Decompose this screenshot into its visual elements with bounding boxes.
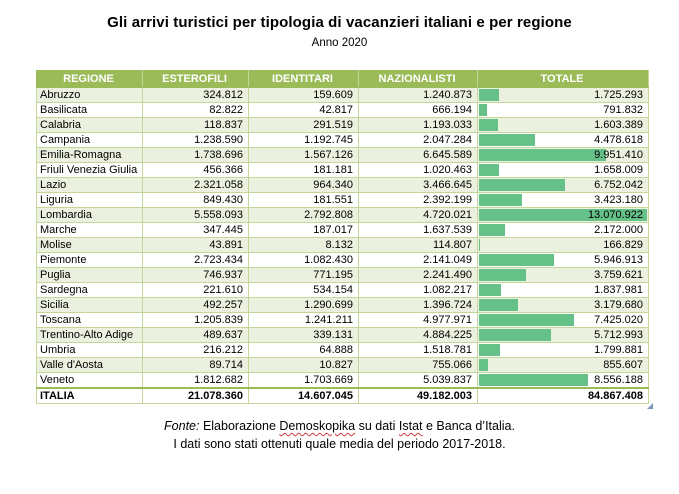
- totale-value: 8.556.188: [594, 373, 643, 386]
- nazionalisti-cell: 1.193.033: [359, 118, 478, 133]
- totale-cell: [478, 268, 649, 283]
- region-cell: Emilia-Romagna: [37, 148, 143, 163]
- identitari-cell: 291.519: [249, 118, 359, 133]
- identitari-cell: 771.195: [249, 268, 359, 283]
- esterofili-cell: 1.812.682: [143, 373, 249, 388]
- region-cell: Veneto: [37, 373, 143, 388]
- totale-cell: [478, 313, 649, 328]
- totale-cell: [478, 358, 649, 373]
- table-row: [37, 163, 649, 178]
- totale-cell: [478, 223, 649, 238]
- totale-value: 9.951.410: [594, 149, 643, 161]
- esterofili-cell: 489.637: [143, 328, 249, 343]
- region-cell: Abruzzo: [37, 88, 143, 103]
- regions-table-container: [36, 70, 649, 404]
- identitari-cell: 2.792.808: [249, 208, 359, 223]
- region-cell: Molise: [37, 238, 143, 253]
- region-cell: Sicilia: [37, 298, 143, 313]
- region-cell: Liguria: [37, 193, 143, 208]
- esterofili-cell: 2.321.058: [143, 178, 249, 193]
- totale-value: 3.423.180: [594, 194, 643, 206]
- identitari-cell: 181.551: [249, 193, 359, 208]
- italia-nazionalisti-cell: 49.182.003: [359, 388, 478, 404]
- region-cell: Valle d'Aosta: [37, 358, 143, 373]
- region-cell: Trentino-Alto Adige: [37, 328, 143, 343]
- esterofili-cell: 5.558.093: [143, 208, 249, 223]
- region-cell: Friuli Venezia Giulia: [37, 163, 143, 178]
- source-text: Elaborazione: [199, 419, 280, 433]
- totale-value: 1.658.009: [594, 164, 643, 176]
- totale-value: 2.172.000: [594, 224, 643, 236]
- totale-value: 6.752.042: [594, 179, 643, 191]
- italia-label-cell: ITALIA: [37, 388, 143, 404]
- word-demoskopika: Demoskopika: [279, 419, 356, 433]
- region-cell: Puglia: [37, 268, 143, 283]
- esterofili-cell: 221.610: [143, 283, 249, 298]
- esterofili-cell: 216.212: [143, 343, 249, 358]
- identitari-cell: 1.290.699: [249, 298, 359, 313]
- totale-value: 1.603.389: [594, 119, 643, 131]
- totale-cell: [478, 208, 649, 223]
- esterofili-cell: 347.445: [143, 223, 249, 238]
- nazionalisti-cell: 1.637.539: [359, 223, 478, 238]
- excel-fill-handle[interactable]: [647, 403, 653, 409]
- esterofili-cell: 1.238.590: [143, 133, 249, 148]
- region-cell: Toscana: [37, 313, 143, 328]
- nazionalisti-cell: 1.396.724: [359, 298, 478, 313]
- identitari-cell: 1.703.669: [249, 373, 359, 388]
- fonte-label: Fonte:: [164, 419, 200, 433]
- identitari-cell: 8.132: [249, 238, 359, 253]
- identitari-cell: 534.154: [249, 283, 359, 298]
- italia-esterofili-cell: 21.078.360: [143, 388, 249, 404]
- italia-totale-cell: 84.867.408: [478, 388, 649, 404]
- table-row: [37, 358, 649, 373]
- esterofili-cell: 1.205.839: [143, 313, 249, 328]
- nazionalisti-cell: 1.082.217: [359, 283, 478, 298]
- column-header-regione: REGIONE: [37, 71, 143, 88]
- totale-value: 1.799.881: [594, 344, 643, 356]
- italia-identitari-cell: 14.607.045: [249, 388, 359, 404]
- nazionalisti-cell: 4.720.021: [359, 208, 478, 223]
- totale-value: 791.832: [603, 104, 643, 116]
- region-cell: Marche: [37, 223, 143, 238]
- totale-value: 4.478.618: [594, 134, 643, 146]
- identitari-cell: 42.817: [249, 103, 359, 118]
- totale-value: 3.759.621: [594, 269, 643, 281]
- table-row: [37, 313, 649, 328]
- region-cell: Calabria: [37, 118, 143, 133]
- table-row: [37, 178, 649, 193]
- esterofili-cell: 746.937: [143, 268, 249, 283]
- identitari-cell: 1.192.745: [249, 133, 359, 148]
- table-row: [37, 328, 649, 343]
- column-header-esterofili: ESTEROFILI: [143, 71, 249, 88]
- nazionalisti-cell: 2.392.199: [359, 193, 478, 208]
- nazionalisti-cell: 3.466.645: [359, 178, 478, 193]
- totale-cell: [478, 163, 649, 178]
- table-row: [37, 373, 649, 388]
- identitari-cell: 339.131: [249, 328, 359, 343]
- identitari-cell: 187.017: [249, 223, 359, 238]
- identitari-cell: 1.082.430: [249, 253, 359, 268]
- totale-cell: [478, 328, 649, 343]
- column-header-totale: TOTALE: [478, 71, 649, 88]
- region-cell: Lombardia: [37, 208, 143, 223]
- totale-cell: [478, 118, 649, 133]
- totale-cell: [478, 88, 649, 103]
- totale-value: 166.829: [603, 239, 643, 251]
- totale-value: 1.837.981: [594, 284, 643, 296]
- nazionalisti-cell: 2.047.284: [359, 133, 478, 148]
- word-istat: Istat: [398, 419, 423, 433]
- table-row: [37, 208, 649, 223]
- table-body: [37, 88, 649, 404]
- page-title: Gli arrivi turistici per tipologia di vacanzieri italiani e per regione: [107, 14, 572, 31]
- identitari-cell: 1.241.211: [249, 313, 359, 328]
- source-line-2: I dati sono stati ottenuti quale media del periodo 2017-2018.: [173, 437, 506, 451]
- identitari-cell: 181.181: [249, 163, 359, 178]
- nazionalisti-cell: 1.020.463: [359, 163, 478, 178]
- region-cell: Sardegna: [37, 283, 143, 298]
- source-note: [0, 417, 679, 453]
- column-header-nazionalisti: NAZIONALISTI: [359, 71, 478, 88]
- region-cell: Umbria: [37, 343, 143, 358]
- totale-value: 3.179.680: [594, 299, 643, 311]
- table-row: [37, 193, 649, 208]
- totale-cell: [478, 103, 649, 118]
- table-row: [37, 103, 649, 118]
- page-subtitle: Anno 2020: [311, 37, 368, 49]
- nazionalisti-cell: 1.518.781: [359, 343, 478, 358]
- region-cell: Lazio: [37, 178, 143, 193]
- totale-cell: [478, 343, 649, 358]
- table-row: [37, 298, 649, 313]
- nazionalisti-cell: 6.645.589: [359, 148, 478, 163]
- totale-cell: [478, 253, 649, 268]
- esterofili-cell: 89.714: [143, 358, 249, 373]
- column-header-identitari: IDENTITARI: [249, 71, 359, 88]
- table-header-row: [37, 71, 649, 88]
- esterofili-cell: 118.837: [143, 118, 249, 133]
- table-row: [37, 88, 649, 103]
- table-row: [37, 253, 649, 268]
- nazionalisti-cell: 4.884.225: [359, 328, 478, 343]
- nazionalisti-cell: 5.039.837: [359, 373, 478, 388]
- totale-value: 13.070.922: [587, 209, 643, 221]
- totale-value: 5.946.913: [594, 254, 643, 266]
- identitari-cell: 64.888: [249, 343, 359, 358]
- esterofili-cell: 492.257: [143, 298, 249, 313]
- totale-cell: [478, 373, 649, 388]
- totale-cell: [478, 298, 649, 313]
- source-text: e Banca d’Italia.: [422, 419, 515, 433]
- table-row: [37, 223, 649, 238]
- source-text: su dati: [355, 419, 399, 433]
- regions-table: [36, 70, 649, 404]
- esterofili-cell: 1.738.696: [143, 148, 249, 163]
- esterofili-cell: 849.430: [143, 193, 249, 208]
- nazionalisti-cell: 114.807: [359, 238, 478, 253]
- region-cell: Basilicata: [37, 103, 143, 118]
- table-row: [37, 133, 649, 148]
- identitari-cell: 964.340: [249, 178, 359, 193]
- nazionalisti-cell: 2.241.490: [359, 268, 478, 283]
- esterofili-cell: 2.723.434: [143, 253, 249, 268]
- totale-cell: [478, 283, 649, 298]
- table-row: [37, 118, 649, 133]
- italia-total-row: [37, 388, 649, 404]
- identitari-cell: 10.827: [249, 358, 359, 373]
- totale-cell: [478, 178, 649, 193]
- esterofili-cell: 82.822: [143, 103, 249, 118]
- table-row: [37, 283, 649, 298]
- esterofili-cell: 43.891: [143, 238, 249, 253]
- identitari-cell: 159.609: [249, 88, 359, 103]
- nazionalisti-cell: 666.194: [359, 103, 478, 118]
- totale-value: 855.607: [603, 359, 643, 371]
- table-row: [37, 238, 649, 253]
- nazionalisti-cell: 4.977.971: [359, 313, 478, 328]
- esterofili-cell: 456.366: [143, 163, 249, 178]
- totale-cell: [478, 148, 649, 163]
- table-row: [37, 148, 649, 163]
- nazionalisti-cell: 2.141.049: [359, 253, 478, 268]
- region-cell: Campania: [37, 133, 143, 148]
- table-row: [37, 343, 649, 358]
- nazionalisti-cell: 1.240.873: [359, 88, 478, 103]
- totale-cell: [478, 193, 649, 208]
- table-row: [37, 268, 649, 283]
- source-line-1: [0, 417, 679, 435]
- totale-value: 1.725.293: [594, 89, 643, 101]
- totale-cell: [478, 238, 649, 253]
- esterofili-cell: 324.812: [143, 88, 249, 103]
- totale-value: 5.712.993: [594, 329, 643, 341]
- identitari-cell: 1.567.126: [249, 148, 359, 163]
- totale-cell: [478, 133, 649, 148]
- nazionalisti-cell: 755.066: [359, 358, 478, 373]
- totale-value: 7.425.020: [594, 314, 643, 326]
- region-cell: Piemonte: [37, 253, 143, 268]
